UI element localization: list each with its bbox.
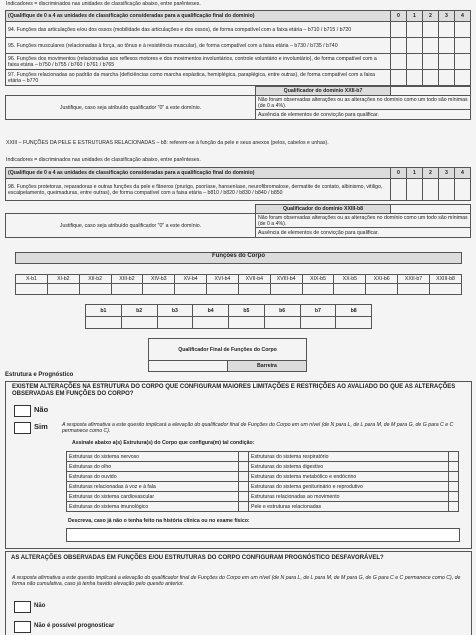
domain-code: XI-b2 — [47, 275, 79, 284]
score-header: 4 — [455, 11, 471, 22]
b-code: b1 — [86, 305, 122, 317]
estrutura-item-checkbox[interactable] — [239, 472, 249, 482]
nao-checkbox[interactable] — [14, 405, 31, 417]
domain-code-value[interactable] — [238, 284, 270, 295]
score-header: 2 — [423, 168, 439, 179]
score-header: 1 — [407, 168, 423, 179]
domain-code-value[interactable] — [207, 284, 239, 295]
b-code: b3 — [157, 305, 193, 317]
prognostico-explanation: A resposta afirmativa a este quesito implicará a elevação do qualificador final de Funções do Corpo em um nível (de N para L, de L para M, de M para G, de G para C e C permanece como C), de forma não cumulativa, caso já tenha havido elevação pelo quesito anterior. — [12, 575, 461, 588]
estrutura-item-label: Estruturas relacionadas à voz e à fala — [67, 482, 239, 492]
estrutura-item-checkbox[interactable] — [239, 492, 249, 502]
domain-xxii-qualifier — [5, 86, 471, 120]
b-code: b8 — [336, 305, 372, 317]
barreira-label: Barreira — [228, 361, 307, 372]
score-cell[interactable] — [423, 38, 439, 54]
score-header: 0 — [391, 11, 407, 22]
domain-code-value[interactable] — [398, 284, 430, 295]
score-cell[interactable] — [439, 38, 455, 54]
descreva-label: Descreva, caso já não o tenha feito na história clínica ou no exame físico: — [68, 518, 250, 524]
score-cell[interactable] — [439, 22, 455, 38]
score-cell[interactable] — [455, 70, 471, 86]
prog-nao-possivel-label: Não é possível prognosticar — [34, 623, 115, 629]
domain-code: XXIII-b8 — [429, 275, 461, 284]
b-code-value[interactable] — [193, 317, 229, 329]
score-cell[interactable] — [407, 70, 423, 86]
b-code: b4 — [193, 305, 229, 317]
item-row-label: 97. Funções relacionadas ao padrão da marcha (deficiências como marcha espástica, hemiplégica, paraplégica, entre outras), de forma compatível com a faixa etária – b770 — [6, 70, 391, 86]
domain-code: XV-b4 — [175, 275, 207, 284]
item-row-label: 98. Funções protetoras, reparadoras e outras funções da pele e fâneros (prurigo, psoríase, hanseníase, neurofibromatose, dermatite de contato, albinismo, vitiligo, escalpelamento, queimaduras, entre outras), de forma compatível com a faixa etária – b810 / b820 / b830 / b840 / b850 — [6, 179, 391, 201]
item-row-label: 96. Funções dos movimentos (relacionadas aos reflexos motores e dos movimentos involuntários, controle voluntário e involuntário), de forma compatível com a faixa etária – b750 / b755 / b760 / b761 / b765 — [6, 54, 391, 70]
estrutura-item-checkbox[interactable] — [239, 482, 249, 492]
score-cell[interactable] — [455, 22, 471, 38]
domain-code-value[interactable] — [429, 284, 461, 295]
b-code-value[interactable] — [121, 317, 157, 329]
domain-code-value[interactable] — [366, 284, 398, 295]
b-code: b5 — [229, 305, 265, 317]
score-cell[interactable] — [439, 54, 455, 70]
table-header: (Qualifique de 0 a 4 as unidades de classificação consideradas para a qualificação final do domínio) — [6, 168, 391, 179]
score-cell[interactable] — [423, 70, 439, 86]
score-cell[interactable] — [391, 179, 407, 201]
prog-nao-possivel-checkbox[interactable] — [14, 621, 31, 633]
prog-nao-label: Não — [34, 603, 46, 609]
score-cell[interactable] — [407, 179, 423, 201]
domain-xxiii-qualifier — [5, 204, 471, 238]
estrutura-item-label: Estruturas do sistema metabólico e endócrino — [249, 472, 449, 482]
sim-checkbox[interactable] — [14, 422, 31, 434]
justifique-label: Justifique, caso seja atribuído qualificador "0" a este domínio. — [6, 214, 256, 238]
estrutura-item-checkbox[interactable] — [449, 462, 459, 472]
b-code-value[interactable] — [336, 317, 372, 329]
sim-explanation: A resposta afirmativa a este quesito implicará a elevação do qualificador final de Funções do Corpo em um nível (de N para L, de L para M, de M para G, de G para C e C permanece como C). — [62, 422, 454, 435]
score-cell[interactable] — [391, 38, 407, 54]
qualificador-final-table — [148, 338, 307, 372]
estrutura-question: EXISTEM ALTERAÇÕES NA ESTRUTURA DO CORPO QUE CONFIGURAM MAIORES LIMITAÇÕES E RESTRIÇÕES AO AVALIADO DO QUE AS ALTERAÇÕES OBSERVADAS EM FUNÇÕES DO CORPO? — [12, 384, 456, 397]
option-minimal[interactable]: Não foram observadas alterações ou as alterações no domínio como um todo são mínimas (de 0 a 4%). — [256, 214, 471, 228]
estrutura-item-label: Estruturas do olho — [67, 462, 239, 472]
table-header: (Qualifique de 0 a 4 as unidades de classificação consideradas para a qualificação final do domínio) — [6, 11, 391, 22]
justifique-label: Justifique, caso seja atribuído qualificador "0" a este domínio. — [6, 96, 256, 120]
indicadores-text: Indicadores = discriminados nas unidades de classificação abaixo, entre parênteses. — [6, 157, 201, 163]
score-cell[interactable] — [455, 54, 471, 70]
domain-code-value[interactable] — [111, 284, 143, 295]
score-cell[interactable] — [391, 54, 407, 70]
score-cell[interactable] — [439, 179, 455, 201]
estrutura-item-label: Pele e estruturas relacionadas — [249, 502, 449, 512]
domain-code: XXI-b6 — [366, 275, 398, 284]
score-header: 1 — [407, 11, 423, 22]
score-cell[interactable] — [423, 22, 439, 38]
estrutura-item-label: Estruturas do sistema cardiovascular — [67, 492, 239, 502]
prognostico-question: AS ALTERAÇÕES OBSERVADAS EM FUNÇÕES E/OU ESTRUTURAS DO CORPO CONFIGURAM PROGNÓSTICO DESFAVORÁVEL? — [11, 555, 384, 561]
sim-label: Sim — [34, 422, 48, 431]
qualificador-value[interactable] — [391, 87, 471, 96]
score-cell[interactable] — [407, 38, 423, 54]
score-cell[interactable] — [391, 22, 407, 38]
prognostico-box — [5, 551, 472, 635]
score-cell[interactable] — [423, 54, 439, 70]
score-cell[interactable] — [407, 22, 423, 38]
domain-code-value[interactable] — [47, 284, 79, 295]
estrutura-item-label: Estruturas do sistema geniturinário e reprodutivo — [249, 482, 449, 492]
domain-xxii-table — [5, 10, 471, 86]
estrutura-item-checkbox[interactable] — [239, 452, 249, 462]
estrutura-title: Estrutura e Prognóstico — [5, 372, 74, 378]
score-cell[interactable] — [407, 54, 423, 70]
funcoes-codes-table — [15, 274, 462, 295]
domain-code-value[interactable] — [16, 284, 48, 295]
domain-code-value[interactable] — [175, 284, 207, 295]
estrutura-item-checkbox[interactable] — [449, 502, 459, 512]
qualificador-final-value[interactable] — [149, 361, 228, 372]
domain-code: XII-b2 — [79, 275, 111, 284]
estrutura-item-label: Estruturas do ouvido — [67, 472, 239, 482]
option-no-evidence[interactable]: Ausência de elementos de convicção para qualificar. — [256, 228, 471, 238]
estrutura-item-label: Estruturas do sistema nervoso — [67, 452, 239, 462]
score-cell[interactable] — [423, 179, 439, 201]
domain-code: XIV-b3 — [143, 275, 175, 284]
score-header: 0 — [391, 168, 407, 179]
score-cell[interactable] — [391, 70, 407, 86]
domain-code-value[interactable] — [334, 284, 366, 295]
score-header: 3 — [439, 168, 455, 179]
item-row-label: 95. Funções musculares (relacionadas à força, ao tônus e à resistência muscular), de forma compatível com a faixa etária – b730 / b735 / b740 — [6, 38, 391, 54]
b-code: b2 — [121, 305, 157, 317]
score-cell[interactable] — [439, 70, 455, 86]
indicadores-text: Indicadores = discriminados nas unidades de classificação abaixo, entre parênteses. — [6, 1, 201, 7]
b-code: b7 — [300, 305, 336, 317]
domain-code: XXII-b7 — [398, 275, 430, 284]
score-header: 4 — [455, 168, 471, 179]
domain-code-value[interactable] — [143, 284, 175, 295]
score-cell[interactable] — [455, 179, 471, 201]
estrutura-item-label: Estruturas relacionadas ao movimento — [249, 492, 449, 502]
estrutura-item-checkbox[interactable] — [449, 492, 459, 502]
domain-code: XVII-b4 — [238, 275, 270, 284]
b-code-value[interactable] — [300, 317, 336, 329]
estrutura-item-label: Estruturas do sistema imunológico — [67, 502, 239, 512]
assinale-label: Assinale abaixo a(s) Estrutura(s) do Corpo que configura(m) tal condição: — [72, 440, 255, 446]
item-row-label: 94. Funções das articulações e/ou dos ossos (mobilidade das articulações e dos ossos), de forma compatível com a faixa etária – b710 / b715 / b720 — [6, 22, 391, 38]
qualificador-label: Qualificador do domínio XXII-b7 — [256, 87, 391, 96]
b-code-value[interactable] — [86, 317, 122, 329]
option-minimal[interactable]: Não foram observadas alterações ou as alterações no domínio como um todo são mínimas (de 0 a 4%). — [256, 96, 471, 110]
score-header: 3 — [439, 11, 455, 22]
domain-code-value[interactable] — [79, 284, 111, 295]
section-xxiii-title: XXIII – FUNÇÕES DA PELE E ESTRUTURAS RELACIONADAS – b8: referem-se à função da pele e seus anexos (pelos, cabelos e unhas). — [6, 140, 329, 146]
b-code-value[interactable] — [264, 317, 300, 329]
domain-xxiii-table — [5, 167, 471, 201]
domain-code: XVI-b4 — [207, 275, 239, 284]
domain-code: XVIII-b4 — [270, 275, 302, 284]
domain-code-value[interactable] — [302, 284, 334, 295]
b-codes-table — [85, 304, 372, 329]
qualificador-final-label: Qualificador Final de Funções do Corpo — [149, 339, 307, 361]
qualificador-label: Qualificador do domínio XXIII-b8 — [256, 205, 391, 214]
b-code: b6 — [264, 305, 300, 317]
option-no-evidence[interactable]: Ausência de elementos de convicção para qualificar. — [256, 110, 471, 120]
descreva-field[interactable] — [66, 528, 460, 542]
domain-code-value[interactable] — [270, 284, 302, 295]
domain-code: XIX-b5 — [302, 275, 334, 284]
estrutura-item-checkbox[interactable] — [449, 472, 459, 482]
estrutura-item-checkbox[interactable] — [239, 462, 249, 472]
estrutura-box — [5, 381, 472, 549]
b-code-value[interactable] — [229, 317, 265, 329]
estrutura-item-checkbox[interactable] — [449, 452, 459, 462]
estrutura-item-label: Estruturas do sistema digestivo — [249, 462, 449, 472]
nao-label: Não — [34, 405, 49, 414]
domain-code: XX-b5 — [334, 275, 366, 284]
estrutura-item-label: Estruturas do sistema respiratório — [249, 452, 449, 462]
prog-nao-checkbox[interactable] — [14, 601, 31, 613]
funcoes-title: Funções do Corpo — [15, 252, 462, 264]
estruturas-table — [66, 451, 459, 512]
qualificador-value[interactable] — [391, 205, 471, 214]
domain-code: X-b1 — [16, 275, 48, 284]
estrutura-item-checkbox[interactable] — [449, 482, 459, 492]
domain-code: XIII-b2 — [111, 275, 143, 284]
score-cell[interactable] — [455, 38, 471, 54]
b-code-value[interactable] — [157, 317, 193, 329]
estrutura-item-checkbox[interactable] — [239, 502, 249, 512]
score-header: 2 — [423, 11, 439, 22]
